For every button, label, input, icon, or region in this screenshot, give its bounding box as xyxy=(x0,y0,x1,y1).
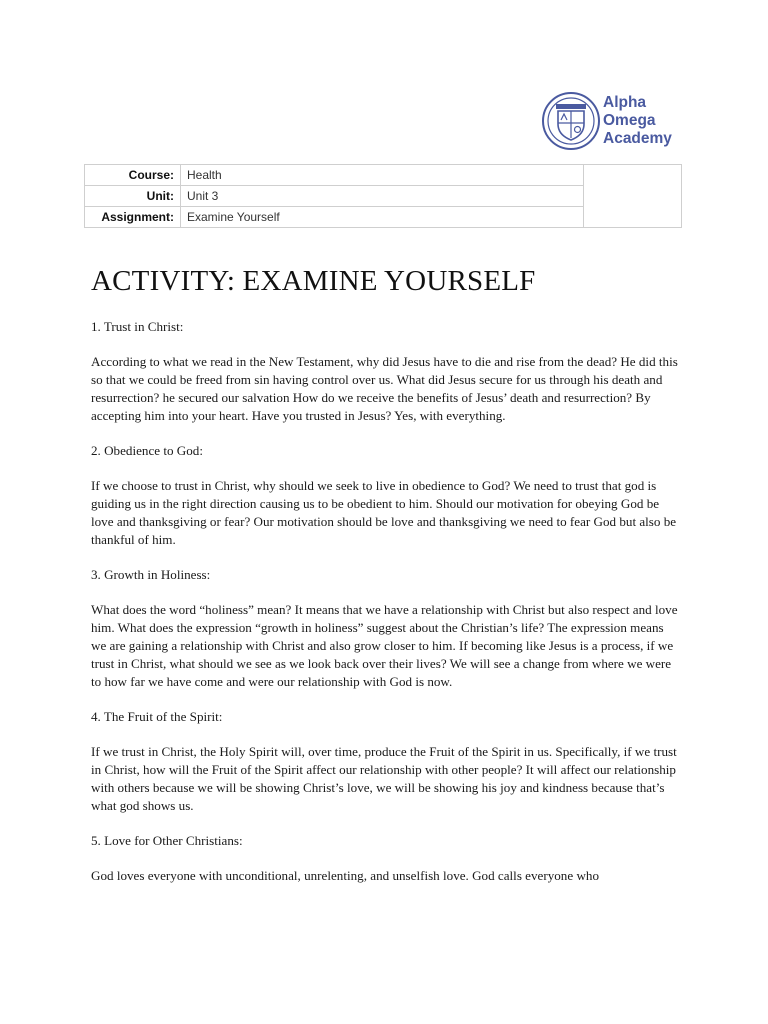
unit-label: Unit: xyxy=(85,186,181,207)
section-body: What does the word “holiness” mean? It means that we have a relationship with Christ but also respect and love him. What does the expression “growth in holiness” suggest about the Christian’s life? The expression means we are gaining a relationship with Christ and also grow closer to him. If becoming like Jesus is a process, if we trust in Christ, what should we see as we look back over their lives? We will see a change from where we were to how far we have come and were our relationship with God is now. xyxy=(91,602,678,689)
section-heading: 1. Trust in Christ: xyxy=(91,319,184,334)
section-body: If we choose to trust in Christ, why should we seek to live in obedience to God? We need to trust that god is guiding us in the right direction causing us to be obedient to him. Should our motivation for obeying God be love and thanksgiving or fear? Our motivation should be love and thanksgiving we need to fear God but also be thankful of him. xyxy=(91,478,677,547)
course-row xyxy=(85,165,682,186)
activity-content xyxy=(91,318,681,902)
activity-title: ACTIVITY: EXAMINE YOURSELF xyxy=(91,265,536,297)
school-name-line: Alpha xyxy=(603,94,647,111)
section-heading: 5. Love for Other Christians: xyxy=(91,833,243,848)
assignment-label: Assignment: xyxy=(85,207,181,228)
school-name-line: Academy xyxy=(603,130,672,147)
section-body: God loves everyone with unconditional, unrelenting, and unselfish love. God calls everyone who xyxy=(91,868,599,883)
blank-cell xyxy=(584,165,682,228)
section-heading: 2. Obedience to God: xyxy=(91,443,203,458)
section-body: According to what we read in the New Testament, why did Jesus have to die and rise from the dead? He did this so that we could be freed from sin having control over us. What did Jesus secure for us through his death and resurrection? he secured our salvation How do we receive the benefits of Jesus’ death and resurrection? By accepting him into your heart. Have you trusted in Jesus? Yes, with everything. xyxy=(91,354,678,423)
academy-seal-icon xyxy=(541,90,601,152)
assignment-value: Examine Yourself xyxy=(181,207,584,228)
section-heading: 3. Growth in Holiness: xyxy=(91,567,211,582)
unit-value: Unit 3 xyxy=(181,186,584,207)
school-logo xyxy=(541,90,672,152)
school-name-line: Omega xyxy=(603,112,656,129)
assignment-info-table xyxy=(84,164,682,228)
section-body: If we trust in Christ, the Holy Spirit will, over time, produce the Fruit of the Spirit in us. Specifically, if we trust in Christ, how will the Fruit of the Spirit affect our relationship with other people? It will affect our relationship with others because we will be showing Christ’s love, we will be showing his joy and kindness because that’s what god shows us. xyxy=(91,744,677,813)
course-value: Health xyxy=(181,165,584,186)
school-name xyxy=(603,94,672,148)
section-heading: 4. The Fruit of the Spirit: xyxy=(91,709,223,724)
course-label: Course: xyxy=(85,165,181,186)
